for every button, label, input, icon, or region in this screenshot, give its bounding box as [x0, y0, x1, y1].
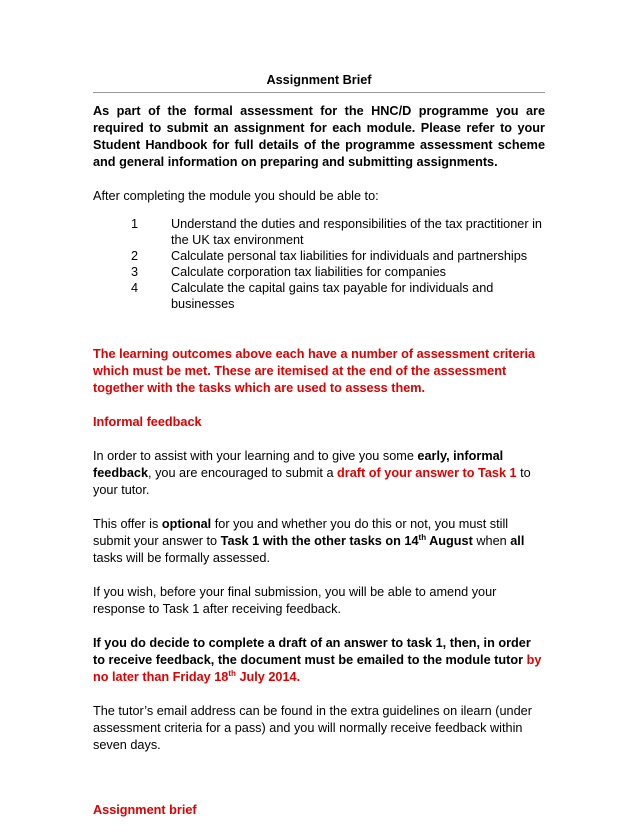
after-completing-text: After completing the module you should be able to: [93, 189, 379, 203]
feedback-paragraph-5: The tutor’s email address can be found in the extra guidelines on ilearn (under assessment criteria for a pass) and you will normally receive feedback within seven days. [93, 704, 532, 752]
assignment-brief-heading: Assignment brief [93, 803, 197, 817]
document-page [93, 72, 545, 819]
informal-feedback-heading: Informal feedback [93, 415, 202, 429]
criteria-note: The learning outcomes above each have a number of assessment criteria which must be met. These are itemised at the end of the assessment together with the tasks which are used to assess them. [93, 347, 536, 395]
feedback-paragraph-3: If you wish, before your final submission, you will be able to amend your response to Task 1 after receiving feedback. [93, 585, 497, 616]
text-run: This offer is [93, 517, 162, 531]
learning-outcomes-list [93, 216, 545, 312]
text-run: to your tutor. [93, 466, 531, 497]
text-run: for you and whether you do this or not, you must still submit your answer to [93, 517, 509, 548]
list-item [93, 280, 545, 312]
outcome-text: Calculate corporation tax liabilities for companies [171, 265, 447, 279]
document-title: Assignment Brief [93, 72, 545, 93]
text-run-bold: optional [161, 517, 212, 531]
text-run: , you are encouraged to submit a [148, 466, 338, 480]
feedback-paragraph-1 [93, 448, 545, 499]
text-run-bold-red: July 2014. [235, 670, 301, 684]
outcome-number: 2 [131, 249, 139, 263]
feedback-paragraph-4 [93, 635, 545, 686]
text-run: In order to assist with your learning and to give you some [93, 449, 418, 463]
list-item [93, 216, 545, 248]
text-run-bold-red: draft of your answer to Task 1 [337, 466, 517, 480]
superscript: th [228, 669, 236, 678]
outcome-text: Calculate the capital gains tax payable for individuals and businesses [171, 281, 494, 311]
text-run-bold-red: by no later than Friday 18 [93, 653, 542, 684]
text-run-bold: all [510, 534, 525, 548]
outcome-number: 1 [131, 217, 139, 231]
text-run-bold: August [426, 534, 473, 548]
list-item [93, 264, 545, 280]
list-item [93, 248, 545, 264]
intro-paragraph: As part of the formal assessment for the HNC/D programme you are required to submit an assignment for each module. Please refer to your Student Handbook for full details of the programme assessment scheme and general information on preparing and submitting assignments. [93, 104, 545, 169]
text-run-bold: If you do decide to complete a draft of an answer to task 1, then, in order to receive feedback, the document must be emailed to the module tutor [93, 636, 531, 667]
text-run-bold: Task 1 with the other tasks on 14 [220, 534, 419, 548]
outcome-text: Calculate personal tax liabilities for individuals and partnerships [171, 249, 528, 263]
outcome-number: 4 [131, 281, 139, 295]
feedback-paragraph-2 [93, 516, 545, 567]
text-run: when [472, 534, 511, 548]
outcome-text: Understand the duties and responsibilities of the tax practitioner in the UK tax environment [171, 217, 542, 247]
outcome-number: 3 [131, 265, 139, 279]
text-run: tasks will be formally assessed. [93, 551, 270, 565]
text-run-bold: early, informal feedback [93, 449, 504, 480]
superscript: th [418, 533, 427, 542]
